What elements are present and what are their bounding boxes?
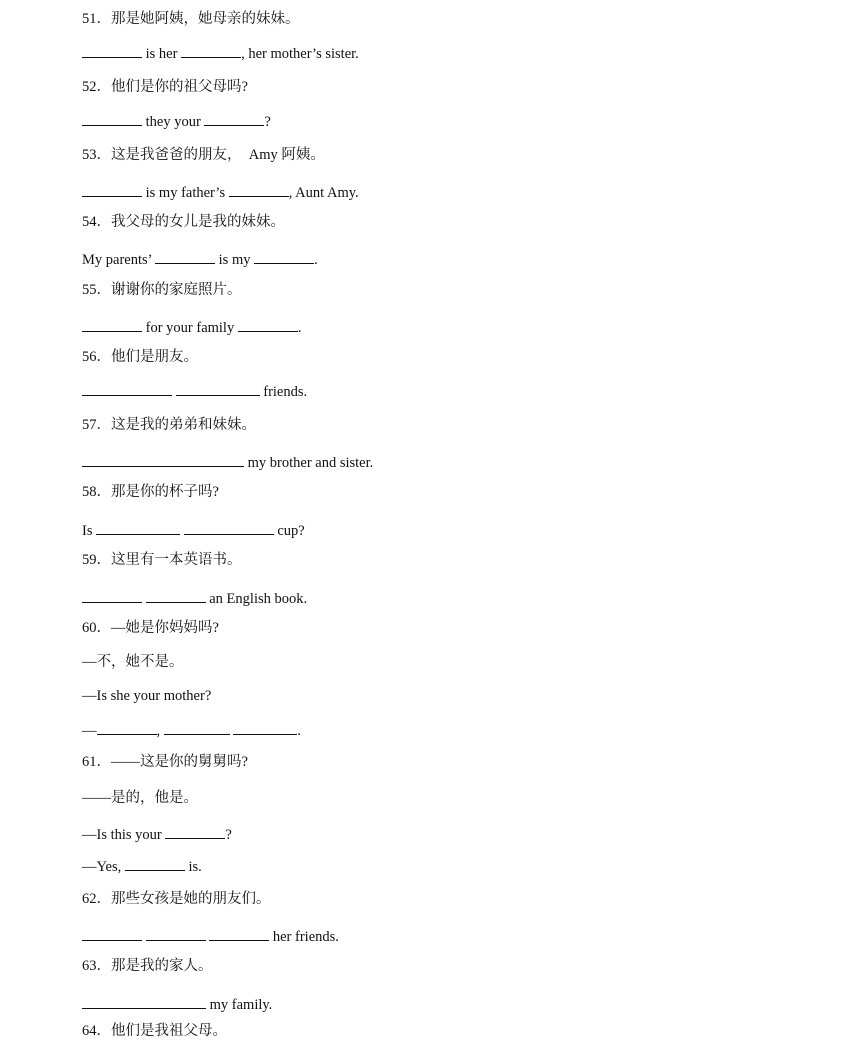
question-53-prompt (82, 146, 325, 164)
question-number: 60． (82, 620, 111, 636)
answer-line (82, 721, 301, 740)
answer-line (82, 589, 307, 608)
english-text: is my (215, 252, 255, 268)
english-line (82, 825, 232, 844)
english-text: friends. (259, 384, 308, 400)
answer-line (82, 927, 339, 946)
question-number: 62． (82, 891, 111, 907)
question-59-prompt (82, 551, 242, 569)
english-line (82, 687, 211, 705)
answer-blank[interactable] (209, 927, 269, 941)
question-62-prompt (82, 890, 271, 908)
english-text: , her mother’s sister. (241, 46, 359, 62)
answer-blank[interactable] (155, 250, 215, 264)
chinese-reply (82, 653, 184, 671)
english-text: is my father’s (142, 185, 229, 201)
answer-blank[interactable] (146, 927, 206, 941)
question-64-prompt (82, 1022, 227, 1040)
answer-line (82, 382, 307, 401)
english-text: for your family (142, 320, 238, 336)
answer-blank[interactable] (82, 112, 142, 126)
english-text: —Yes, (82, 859, 125, 875)
answer-blank[interactable] (238, 318, 298, 332)
question-number: 58． (82, 484, 111, 500)
answer-line (82, 183, 359, 202)
english-text: is. (184, 859, 202, 875)
question-number: 56． (82, 349, 111, 365)
english-text: —Is this your (82, 827, 166, 843)
question-52-prompt (82, 78, 248, 96)
answer-line (82, 112, 271, 131)
answer-blank[interactable] (82, 318, 142, 332)
answer-line (82, 521, 305, 540)
chinese-prompt: 那些女孩是她的朋友们。 (111, 891, 271, 907)
answer-blank[interactable] (184, 521, 274, 535)
question-number: 53． (82, 147, 111, 163)
english-text: Is (82, 523, 97, 539)
english-text: . (314, 252, 318, 268)
question-55-prompt (82, 281, 242, 299)
question-61-prompt (82, 753, 248, 771)
answer-blank[interactable] (181, 44, 241, 58)
english-text: her friends. (269, 929, 339, 945)
question-number: 52． (82, 79, 111, 95)
english-text: My parents’ (82, 252, 156, 268)
question-54-prompt (82, 213, 285, 231)
answer-blank[interactable] (82, 183, 142, 197)
answer-line (82, 995, 272, 1014)
chinese-prompt: 谢谢你的家庭照片。 (111, 282, 242, 298)
chinese-prompt: 那是她阿姨，她母亲的妹妹。 (111, 11, 300, 27)
chinese-prompt: 我父母的女儿是我的妹妹。 (111, 214, 285, 230)
question-number: 51． (82, 11, 111, 27)
answer-blank[interactable] (146, 589, 206, 603)
question-56-prompt (82, 348, 198, 366)
answer-blank[interactable] (82, 453, 244, 467)
english-text: ? (264, 114, 271, 130)
english-text: . (297, 320, 302, 336)
answer-blank[interactable] (82, 44, 142, 58)
english-text: — (82, 723, 97, 739)
english-text: my brother and sister. (244, 455, 374, 471)
english-text: they your (142, 114, 205, 130)
english-text: , Aunt Amy. (288, 185, 359, 201)
chinese-prompt: —她是你妈妈吗? (111, 620, 219, 636)
answer-blank[interactable] (233, 721, 297, 735)
chinese-prompt: 这是我爸爸的朋友， Amy 阿姨。 (111, 147, 325, 163)
chinese-prompt: ——是的，他是。 (82, 790, 198, 806)
english-text: —Is she your mother? (82, 688, 212, 704)
english-text: ? (225, 827, 232, 843)
question-58-prompt (82, 483, 219, 501)
chinese-prompt: 这是我的弟弟和妹妹。 (111, 417, 256, 433)
chinese-prompt: 他们是我祖父母。 (111, 1023, 227, 1039)
answer-line (82, 453, 373, 472)
chinese-prompt: —不，她不是。 (82, 654, 184, 670)
chinese-prompt: 这里有一本英语书。 (111, 552, 242, 568)
answer-blank[interactable] (164, 721, 230, 735)
question-number: 64． (82, 1023, 111, 1039)
answer-blank[interactable] (82, 995, 206, 1009)
english-text: cup? (273, 523, 305, 539)
answer-blank[interactable] (125, 857, 185, 871)
answer-line (82, 44, 359, 63)
question-number: 63． (82, 958, 111, 974)
answer-blank[interactable] (96, 521, 180, 535)
answer-line (82, 318, 301, 337)
chinese-prompt: ——这是你的舅舅吗? (111, 754, 248, 770)
chinese-prompt: 那是我的家人。 (111, 958, 213, 974)
question-number: 57． (82, 417, 111, 433)
answer-blank[interactable] (254, 250, 314, 264)
english-text: . (297, 723, 301, 739)
answer-blank[interactable] (165, 825, 225, 839)
answer-blank[interactable] (82, 589, 142, 603)
answer-blank[interactable] (204, 112, 264, 126)
answer-blank[interactable] (82, 927, 142, 941)
chinese-prompt: 那是你的杯子吗? (111, 484, 219, 500)
chinese-prompt: 他们是你的祖父母吗? (111, 79, 248, 95)
question-number: 54． (82, 214, 111, 230)
answer-blank[interactable] (82, 382, 172, 396)
answer-blank[interactable] (229, 183, 289, 197)
question-number: 59． (82, 552, 111, 568)
chinese-prompt: 他们是朋友。 (111, 349, 198, 365)
english-text: an English book. (205, 591, 308, 607)
english-text: my family. (206, 997, 273, 1013)
question-57-prompt (82, 416, 256, 434)
question-number: 61． (82, 754, 111, 770)
question-number: 55． (82, 282, 111, 298)
question-51-prompt (82, 10, 300, 28)
chinese-reply (82, 789, 198, 807)
question-60-prompt (82, 619, 219, 637)
english-text: is her (142, 46, 182, 62)
answer-line (82, 250, 318, 269)
answer-blank[interactable] (176, 382, 260, 396)
english-text: , (156, 723, 164, 739)
question-63-prompt (82, 957, 213, 975)
answer-line (82, 857, 202, 876)
answer-blank[interactable] (97, 721, 157, 735)
